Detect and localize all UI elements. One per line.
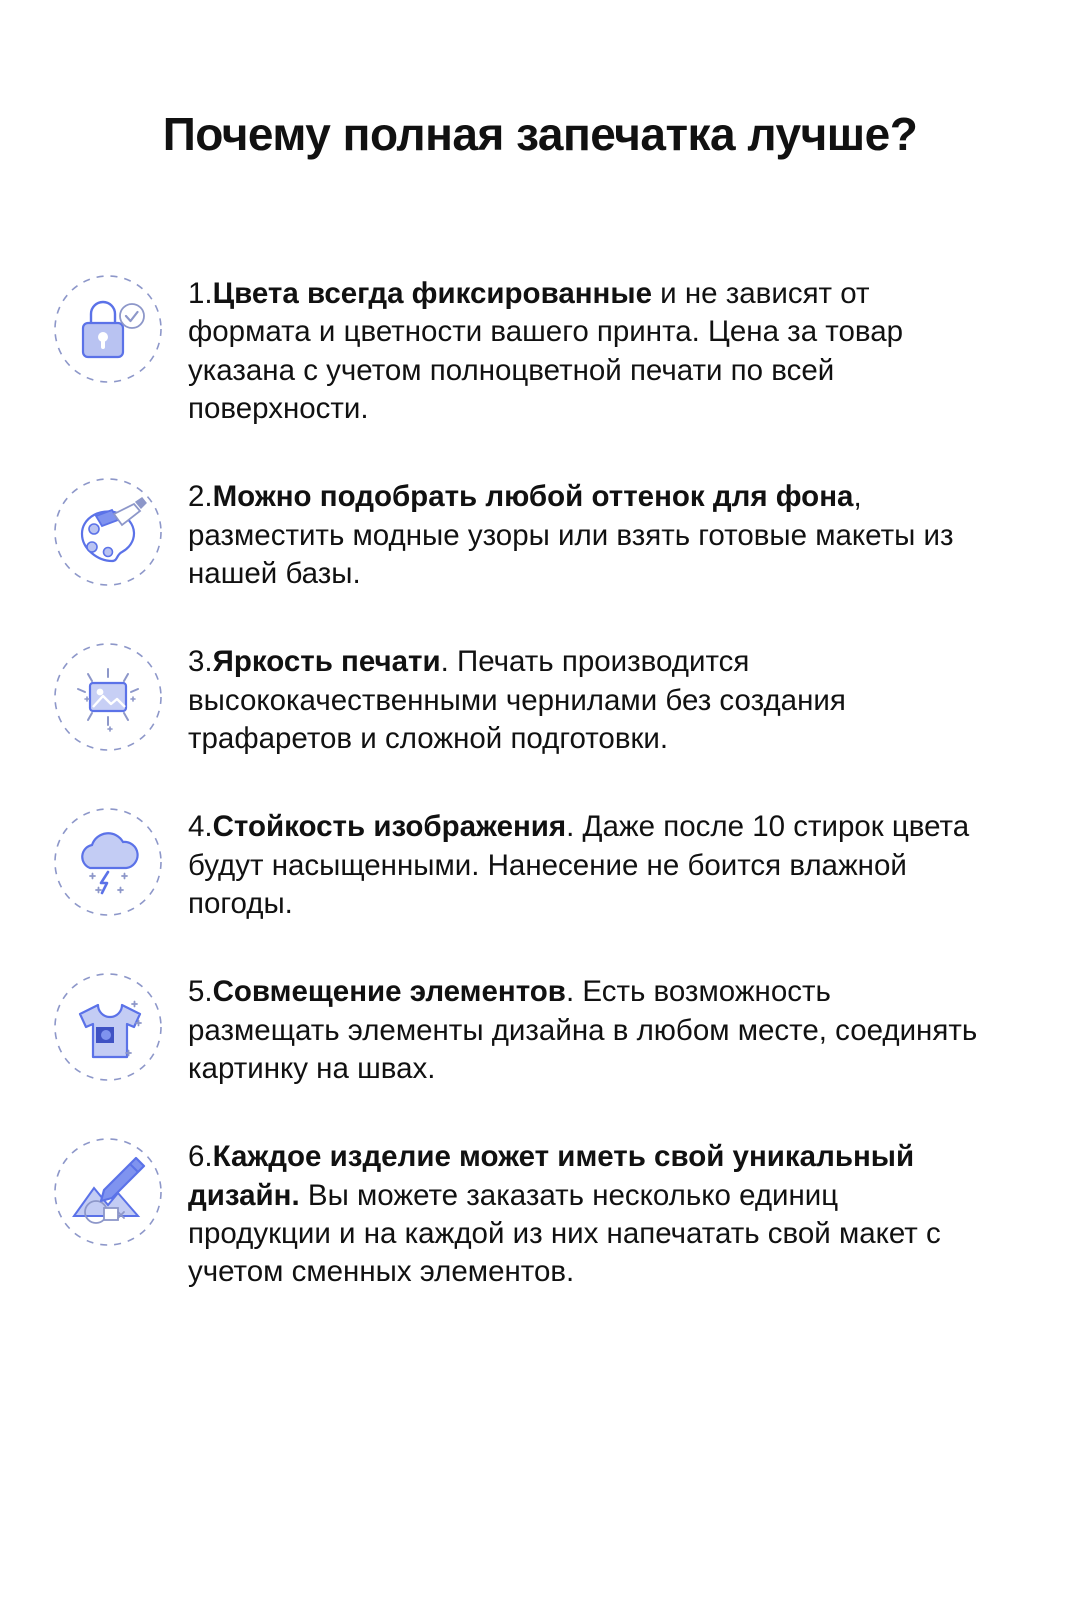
list-item-text: [188, 639, 978, 758]
list-item: [0, 271, 1080, 428]
list-item: [0, 474, 1080, 593]
list-item-rest: и не зависят от формата и цветности вашего принта. Цена за товар указана с учетом полноцветной печати по всей поверхности.: [188, 276, 904, 425]
list-item-rest: Вы можете заказать несколько единиц продукции и на каждой из них напечатать свой макет с учетом сменных элементов.: [188, 1178, 941, 1289]
list-item: [0, 969, 1080, 1088]
tshirt-print-icon: [52, 971, 164, 1083]
pencil-design-icon: [52, 1136, 164, 1248]
list-item: [0, 639, 1080, 758]
benefits-list: [0, 271, 1080, 1292]
palette-brush-icon: [52, 476, 164, 588]
list-item-bold: Яркость печати: [212, 645, 441, 679]
bright-image-icon: [52, 641, 164, 753]
list-item-rest: . Даже после 10 стирок цвета будут насыщенными. Нанесение не боится влажной погоды.: [188, 810, 970, 921]
list-item: [0, 1134, 1080, 1291]
cloud-rain-icon: [52, 806, 164, 918]
list-item-rest: . Печать производится высококачественными чернилами без создания трафаретов и сложной подготовки.: [188, 645, 846, 755]
list-item-text: [188, 969, 978, 1088]
list-item: [0, 804, 1080, 923]
list-item-rest: , разместить модные узоры или взять готовые макеты из нашей базы.: [188, 480, 954, 590]
list-item-text: [188, 474, 978, 593]
list-item-bold: Каждое изделие может иметь свой уникальный дизайн.: [188, 1140, 915, 1212]
list-item-number: 6.: [188, 1140, 213, 1174]
list-item-bold: Цвета всегда фиксированные: [212, 276, 652, 310]
list-item-rest: . Есть возможность размещать элементы дизайна в любом месте, соединять картинку на швах.: [188, 975, 978, 1086]
list-item-number: 3.: [188, 645, 213, 679]
list-item-number: 2.: [188, 480, 213, 514]
list-item-text: [188, 804, 978, 923]
list-item-number: 5.: [188, 975, 213, 1009]
list-item-bold: Можно подобрать любой оттенок для фона: [212, 480, 854, 514]
list-item-bold: Совмещение элементов: [212, 975, 566, 1009]
list-item-bold: Стойкость изображения: [212, 810, 567, 844]
lock-icon: [52, 273, 164, 385]
list-item-number: 4.: [188, 810, 213, 844]
list-item-number: 1.: [188, 276, 213, 310]
list-item-text: [188, 1134, 978, 1291]
page-title: Почему полная запечатка лучше?: [162, 108, 918, 160]
list-item-text: [188, 271, 978, 428]
